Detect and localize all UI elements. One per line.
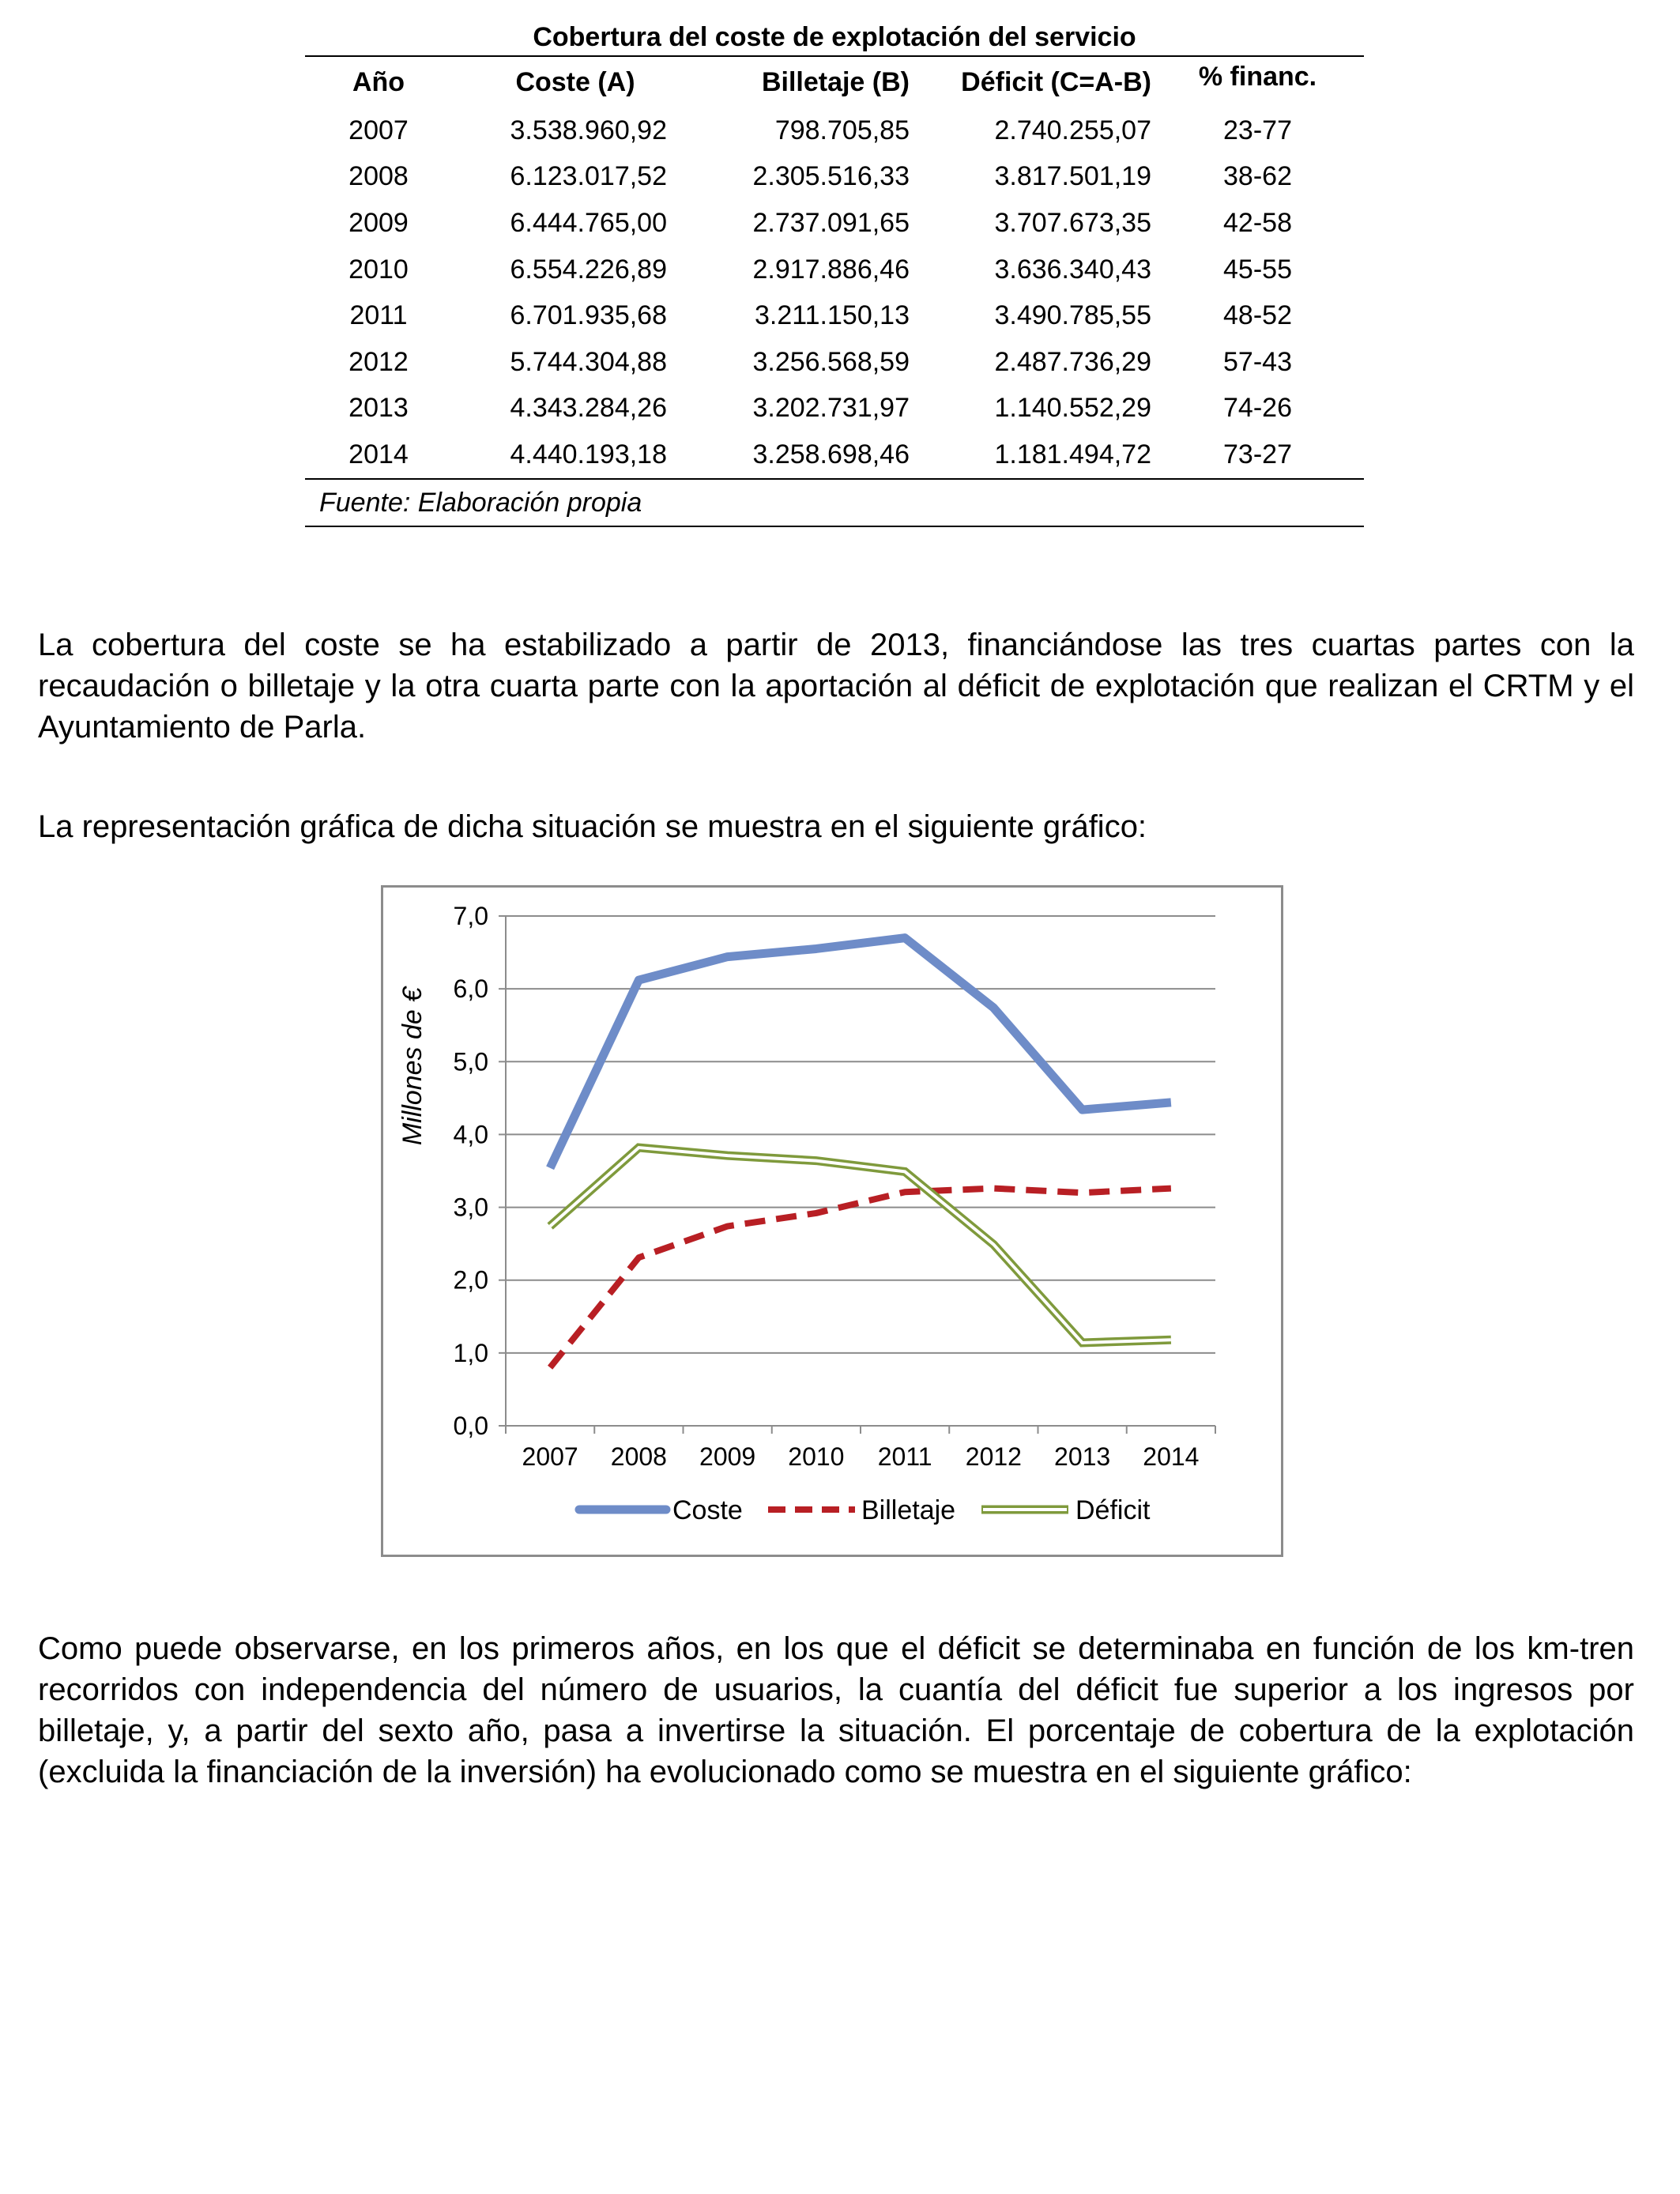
billing-cell: 3.258.698,46: [752, 439, 910, 469]
year-cell: 2007: [348, 115, 409, 145]
year-cell: 2009: [348, 207, 409, 238]
table-row: [305, 339, 1364, 386]
cost-cell: 4.343.284,26: [510, 393, 667, 424]
x-tick-label: 2013: [1054, 1442, 1111, 1471]
legend-label: Déficit: [1075, 1495, 1151, 1525]
header-cost: Coste (A): [515, 66, 635, 97]
billing-cell: 3.256.568,59: [752, 346, 910, 377]
billing-cell: 2.737.091,65: [752, 207, 910, 238]
financing-pct-cell: 38-62: [1223, 161, 1292, 192]
header-billing: Billetaje (B): [761, 66, 910, 97]
table-row: [305, 107, 1364, 154]
table-row: [305, 200, 1364, 247]
financing-pct-cell: 73-27: [1223, 439, 1292, 469]
billing-cell: 2.917.886,46: [752, 254, 910, 285]
series-line-deficit-inner: [550, 1148, 1171, 1343]
deficit-cell: 1.140.552,29: [994, 393, 1151, 424]
year-cell: 2010: [348, 254, 409, 285]
header-year: Año: [352, 66, 405, 97]
year-cell: 2012: [348, 346, 409, 377]
y-tick-label: 0,0: [453, 1412, 488, 1440]
legend-label: Coste: [672, 1495, 743, 1525]
table-row: [305, 432, 1364, 478]
deficit-cell: 2.487.736,29: [994, 346, 1151, 377]
financing-pct-cell: 57-43: [1223, 346, 1292, 377]
billing-cell: 3.211.150,13: [755, 300, 910, 331]
x-tick-label: 2009: [699, 1442, 756, 1471]
table-row: [305, 386, 1364, 432]
deficit-cell: 3.707.673,35: [994, 207, 1151, 238]
deficit-cell: 2.740.255,07: [994, 115, 1151, 145]
table-source-rule: [305, 526, 1364, 527]
series-line-deficit: [550, 1148, 1171, 1343]
header-deficit: Déficit (C=A-B): [961, 66, 1151, 97]
cost-cell: 5.744.304,88: [510, 346, 667, 377]
y-tick-label: 3,0: [453, 1193, 488, 1222]
cost-cell: 6.701.935,68: [510, 300, 667, 331]
deficit-cell: 3.490.785,55: [994, 300, 1151, 331]
cost-cell: 6.554.226,89: [510, 254, 667, 285]
legend-label: Billetaje: [861, 1495, 956, 1525]
table-row: [305, 292, 1364, 339]
cost-billing-deficit-chart: [381, 885, 1283, 1557]
table-title: Cobertura del coste de explotación del servicio: [533, 22, 1136, 52]
series-line-coste: [550, 938, 1171, 1168]
table-row: [305, 247, 1364, 293]
x-tick-label: 2007: [522, 1442, 578, 1471]
table-source: Fuente: Elaboración propia: [319, 487, 642, 518]
x-tick-label: 2014: [1143, 1442, 1200, 1471]
y-tick-label: 7,0: [453, 902, 488, 930]
financing-pct-cell: 45-55: [1223, 254, 1292, 285]
financing-pct-cell: 42-58: [1223, 207, 1292, 238]
billing-cell: 3.202.731,97: [752, 393, 910, 424]
y-tick-label: 1,0: [453, 1338, 488, 1367]
year-cell: 2014: [348, 439, 409, 469]
paragraph-coverage-stabilized: La cobertura del coste se ha estabilizado a partir de 2013, financiándose las tres cuartas partes con la recaudación o billetaje y la otra cuarta parte con la aportación al déficit de explotación que realizan el CRTM y el Ayuntamiento de Parla.: [38, 628, 1634, 745]
year-cell: 2013: [348, 393, 409, 424]
paragraph-observations: Como puede observarse, en los primeros años, en los que el déficit se determinaba en función de los km-tren recorridos con independencia del número de usuarios, la cuantía del déficit fue superior a los ingresos por billetaje, y, a partir del sexto año, pasa a invertirse la situación. El porcentaje de cobertura de la explotación (excluida la financiación de la inversión) ha evolucionado como se muestra en el siguiente gráfico:: [38, 1631, 1634, 1789]
header-financing-pct: % financ.: [1198, 62, 1317, 92]
y-tick-label: 4,0: [453, 1120, 488, 1149]
y-axis-title: Millones de €: [397, 986, 428, 1146]
year-cell: 2011: [349, 300, 408, 331]
year-cell: 2008: [348, 161, 409, 192]
cost-coverage-table: [305, 19, 1364, 527]
chart-canvas: [383, 888, 1281, 1555]
cost-cell: 4.440.193,18: [510, 439, 667, 469]
financing-pct-cell: 23-77: [1223, 115, 1292, 145]
cost-cell: 6.444.765,00: [510, 207, 667, 238]
x-tick-label: 2008: [610, 1442, 667, 1471]
financing-pct-cell: 74-26: [1223, 393, 1292, 424]
x-tick-label: 2012: [965, 1442, 1022, 1471]
y-tick-label: 2,0: [453, 1265, 488, 1295]
table-header-row: [305, 57, 1364, 107]
paragraph-chart-intro: La representación gráfica de dicha situación se muestra en el siguiente gráfico:: [38, 809, 1147, 844]
cost-cell: 3.538.960,92: [510, 115, 667, 145]
table-body: [305, 107, 1364, 478]
billing-cell: 2.305.516,33: [752, 161, 910, 192]
x-tick-label: 2011: [877, 1442, 932, 1471]
cost-cell: 6.123.017,52: [510, 161, 667, 192]
billing-cell: 798.705,85: [774, 115, 910, 145]
financing-pct-cell: 48-52: [1223, 300, 1292, 331]
deficit-cell: 3.817.501,19: [994, 161, 1151, 192]
deficit-cell: 1.181.494,72: [994, 439, 1151, 469]
deficit-cell: 3.636.340,43: [994, 254, 1151, 285]
table-grid: [305, 57, 1364, 478]
y-tick-label: 5,0: [453, 1047, 488, 1076]
x-tick-label: 2010: [788, 1442, 845, 1471]
table-row: [305, 154, 1364, 201]
y-tick-label: 6,0: [453, 974, 488, 1004]
